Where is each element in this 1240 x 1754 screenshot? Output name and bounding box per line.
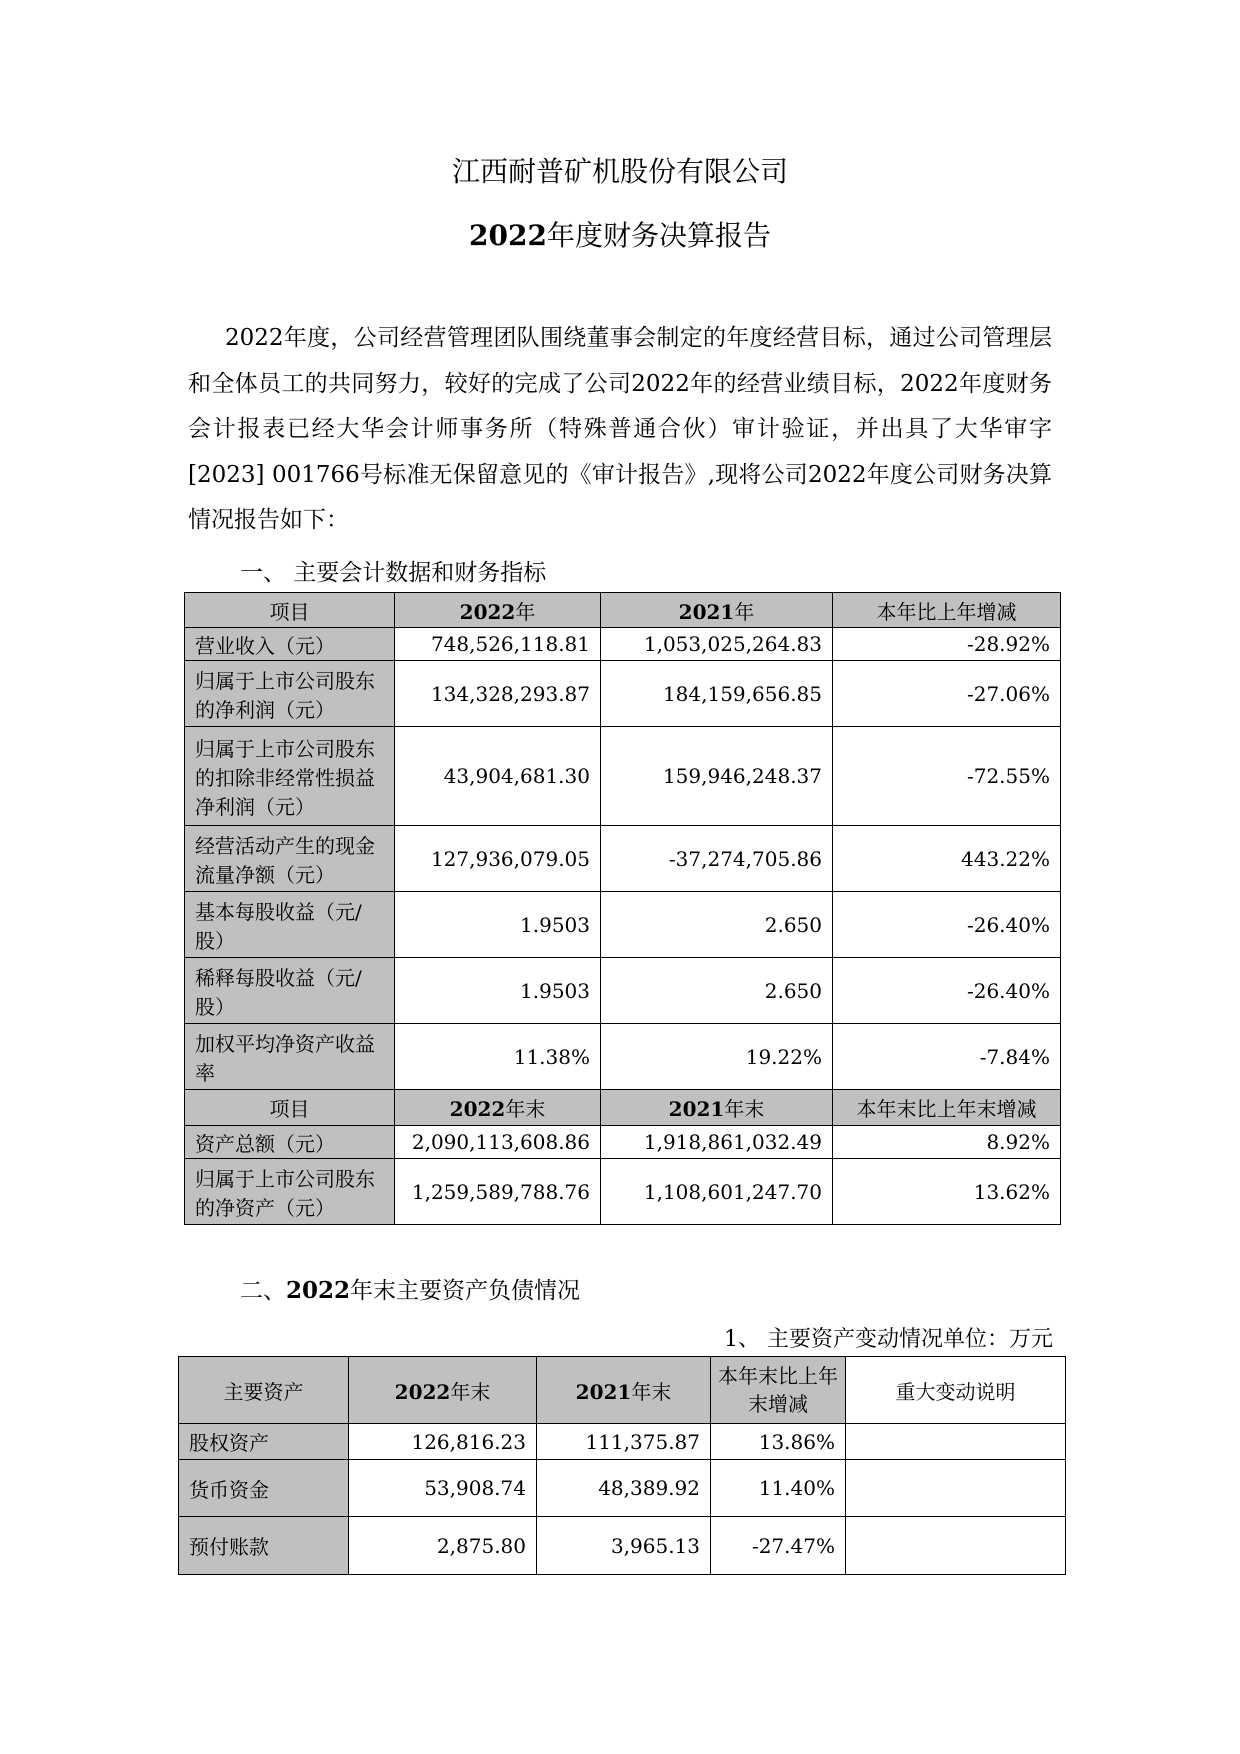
report-title	[0, 214, 1240, 254]
report-title-year: 2022	[469, 219, 547, 252]
header-note: 重大变动说明	[846, 1357, 1066, 1424]
header-2021-end: 2021年末	[601, 1090, 833, 1126]
report-title-text: 年度财务决算报告	[546, 219, 771, 252]
value-2021: 3,965.13	[537, 1517, 711, 1575]
table-row	[185, 661, 1061, 727]
header-asset: 主要资产	[179, 1357, 349, 1424]
value-change: -7.84%	[833, 1024, 1061, 1090]
table-row	[185, 958, 1061, 1024]
table-row	[185, 727, 1061, 826]
value-change: -28.92%	[833, 628, 1061, 661]
header-item: 项目	[185, 1090, 395, 1126]
value-change: 8.92%	[833, 1126, 1061, 1159]
change-note	[846, 1424, 1066, 1460]
value-change: -27.06%	[833, 661, 1061, 727]
value-2022: 134,328,293.87	[395, 661, 601, 727]
table-header-row	[185, 593, 1061, 628]
table-row	[185, 628, 1061, 661]
section-1-heading: 一、 主要会计数据和财务指标	[240, 560, 547, 586]
row-label: 基本每股收益（元/股）	[185, 892, 395, 958]
value-change: 13.62%	[833, 1159, 1061, 1225]
value-2021: 48,389.92	[537, 1460, 711, 1517]
table-header-row	[179, 1357, 1066, 1424]
value-2021: 1,108,601,247.70	[601, 1159, 833, 1225]
change-note	[846, 1460, 1066, 1517]
header-2022: 2022年	[395, 593, 601, 628]
row-label: 经营活动产生的现金流量净额（元）	[185, 826, 395, 892]
value-change: -27.47%	[711, 1517, 846, 1575]
row-label: 货币资金	[179, 1460, 349, 1517]
value-2022: 2,875.80	[349, 1517, 537, 1575]
value-2021: 2.650	[601, 892, 833, 958]
major-assets-table	[178, 1356, 1066, 1575]
header-change: 本年比上年增减	[833, 593, 1061, 628]
value-2021: -37,274,705.86	[601, 826, 833, 892]
intro-paragraph: 2022年度，公司经营管理团队围绕董事会制定的年度经营目标，通过公司管理层和全体员工的共同努力，较好的完成了公司2022年的经营业绩目标，2022年度财务会计报表已经大华会计师事务所（特殊普通合伙）审计验证，并出具了大华审字[2023] 001766号标准无保留意见的《审计报告》,现将公司2022年度公司财务决算情况报告如下：	[188, 325, 1052, 533]
header-2021: 2021年	[601, 593, 833, 628]
value-change: 13.86%	[711, 1424, 846, 1460]
value-2022: 127,936,079.05	[395, 826, 601, 892]
value-2021: 184,159,656.85	[601, 661, 833, 727]
header-change: 本年末比上年末增减	[833, 1090, 1061, 1126]
value-change: 443.22%	[833, 826, 1061, 892]
value-2022: 2,090,113,608.86	[395, 1126, 601, 1159]
row-label: 归属于上市公司股东的净资产（元）	[185, 1159, 395, 1225]
value-change: 11.40%	[711, 1460, 846, 1517]
table-row	[185, 826, 1061, 892]
value-change: -26.40%	[833, 892, 1061, 958]
table-row	[185, 892, 1061, 958]
section-2-heading: 二、2022年末主要资产负债情况	[240, 1277, 581, 1304]
row-label: 股权资产	[179, 1424, 349, 1460]
header-change: 本年末比上年末增减	[711, 1357, 846, 1424]
header-2021-end: 2021年末	[537, 1357, 711, 1424]
row-label: 资产总额（元）	[185, 1126, 395, 1159]
value-2021: 1,053,025,264.83	[601, 628, 833, 661]
value-2022: 126,816.23	[349, 1424, 537, 1460]
value-change: -26.40%	[833, 958, 1061, 1024]
table-row	[185, 1024, 1061, 1090]
row-label: 归属于上市公司股东的扣除非经常性损益净利润（元）	[185, 727, 395, 826]
table-row	[185, 1126, 1061, 1159]
row-label: 加权平均净资产收益率	[185, 1024, 395, 1090]
table-row	[179, 1460, 1066, 1517]
table-header-row	[185, 1090, 1061, 1126]
value-2022: 11.38%	[395, 1024, 601, 1090]
table-row	[185, 1159, 1061, 1225]
header-item: 项目	[185, 593, 395, 628]
table-row	[179, 1517, 1066, 1575]
table-row	[179, 1424, 1066, 1460]
change-note	[846, 1517, 1066, 1575]
value-2021: 19.22%	[601, 1024, 833, 1090]
header-2022-end: 2022年末	[395, 1090, 601, 1126]
financial-indicators-table	[184, 592, 1061, 1225]
company-name: 江西耐普矿机股份有限公司	[451, 155, 788, 188]
value-2022: 1,259,589,788.76	[395, 1159, 601, 1225]
value-2021: 1,918,861,032.49	[601, 1126, 833, 1159]
value-change: -72.55%	[833, 727, 1061, 826]
value-2022: 1.9503	[395, 958, 601, 1024]
section-2-subheading: 1、 主要资产变动情况单位：万元	[724, 1327, 1053, 1352]
value-2022: 748,526,118.81	[395, 628, 601, 661]
value-2021: 2.650	[601, 958, 833, 1024]
row-label: 归属于上市公司股东的净利润（元）	[185, 661, 395, 727]
value-2021: 111,375.87	[537, 1424, 711, 1460]
header-2022-end: 2022年末	[349, 1357, 537, 1424]
row-label: 预付账款	[179, 1517, 349, 1575]
value-2021: 159,946,248.37	[601, 727, 833, 826]
value-2022: 53,908.74	[349, 1460, 537, 1517]
row-label: 稀释每股收益（元/股）	[185, 958, 395, 1024]
value-2022: 1.9503	[395, 892, 601, 958]
row-label: 营业收入（元）	[185, 628, 395, 661]
value-2022: 43,904,681.30	[395, 727, 601, 826]
